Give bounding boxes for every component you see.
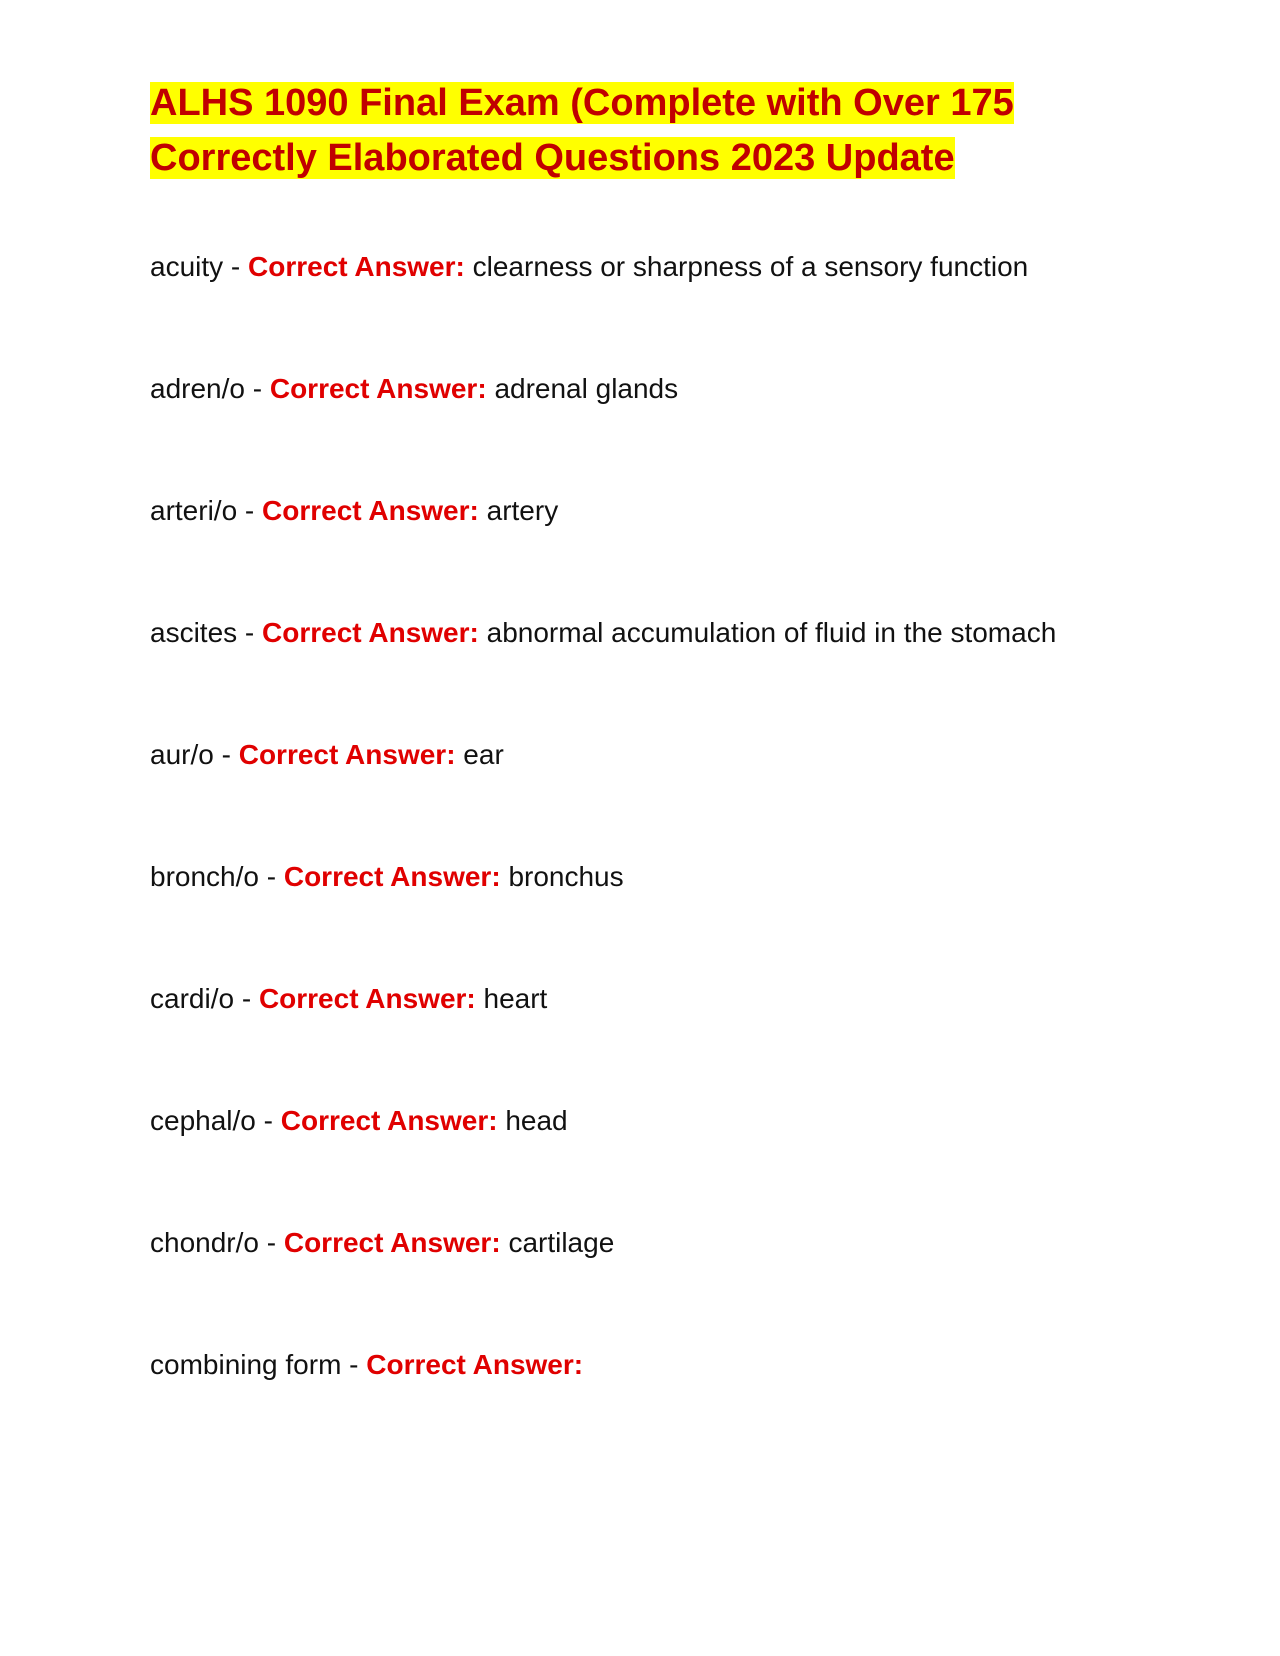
correct-answer-label: Correct Answer:: [269, 373, 487, 404]
qa-entry: bronch/o - Correct Answer: bronchus: [150, 861, 624, 892]
correct-answer-label: Correct Answer:: [258, 983, 476, 1014]
correct-answer-label: Correct Answer:: [238, 739, 456, 770]
qa-term: bronch/o: [150, 861, 259, 892]
qa-answer: cartilage: [508, 1227, 615, 1258]
qa-term: ascites: [150, 617, 238, 648]
qa-entry: arteri/o - Correct Answer: artery: [150, 495, 559, 526]
qa-term: cardi/o: [150, 983, 235, 1014]
title-line-2: Correctly Elaborated Questions 2023 Update: [150, 137, 955, 179]
qa-entry: chondr/o - Correct Answer: cartilage: [150, 1227, 615, 1258]
qa-term: combining form: [150, 1349, 342, 1380]
qa-entry: aur/o - Correct Answer: ear: [150, 739, 504, 770]
qa-term: adren/o: [150, 373, 245, 404]
qa-entry: cephal/o - Correct Answer: head: [150, 1105, 568, 1136]
correct-answer-label: Correct Answer:: [283, 861, 501, 892]
qa-entry: ascites - Correct Answer: abnormal accumulation of fluid in the stomach: [150, 617, 1057, 648]
qa-answer: abnormal accumulation of fluid in the stomach: [486, 617, 1057, 648]
correct-answer-label: Correct Answer:: [262, 617, 479, 648]
qa-entry: acuity - Correct Answer: clearness or sharpness of a sensory function: [150, 251, 1029, 282]
correct-answer-label: Correct Answer:: [283, 1227, 501, 1258]
qa-answer: ear: [463, 739, 504, 770]
title-line-1: ALHS 1090 Final Exam (Complete with Over 175: [150, 82, 1014, 124]
qa-answer: heart: [483, 983, 548, 1014]
qa-entry: combining form - Correct Answer:: [150, 1349, 584, 1380]
qa-answer: adrenal glands: [494, 373, 679, 404]
qa-answer: bronchus: [508, 861, 624, 892]
correct-answer-label: Correct Answer:: [366, 1349, 584, 1380]
qa-entry: adren/o - Correct Answer: adrenal glands: [150, 373, 679, 404]
correct-answer-label: Correct Answer:: [280, 1105, 498, 1136]
qa-entry: cardi/o - Correct Answer: heart: [150, 983, 548, 1014]
qa-answer: artery: [486, 495, 559, 526]
document-title: [150, 76, 1130, 186]
qa-term: chondr/o: [150, 1227, 259, 1258]
qa-term: arteri/o: [150, 495, 238, 526]
qa-term: aur/o: [150, 739, 214, 770]
correct-answer-label: Correct Answer:: [262, 495, 479, 526]
qa-answer: head: [505, 1105, 568, 1136]
qa-term: cephal/o: [150, 1105, 256, 1136]
qa-list: [150, 236, 1130, 1456]
qa-answer: clearness or sharpness of a sensory function: [472, 251, 1029, 282]
correct-answer-label: Correct Answer:: [248, 251, 465, 282]
qa-term: acuity: [150, 251, 224, 282]
